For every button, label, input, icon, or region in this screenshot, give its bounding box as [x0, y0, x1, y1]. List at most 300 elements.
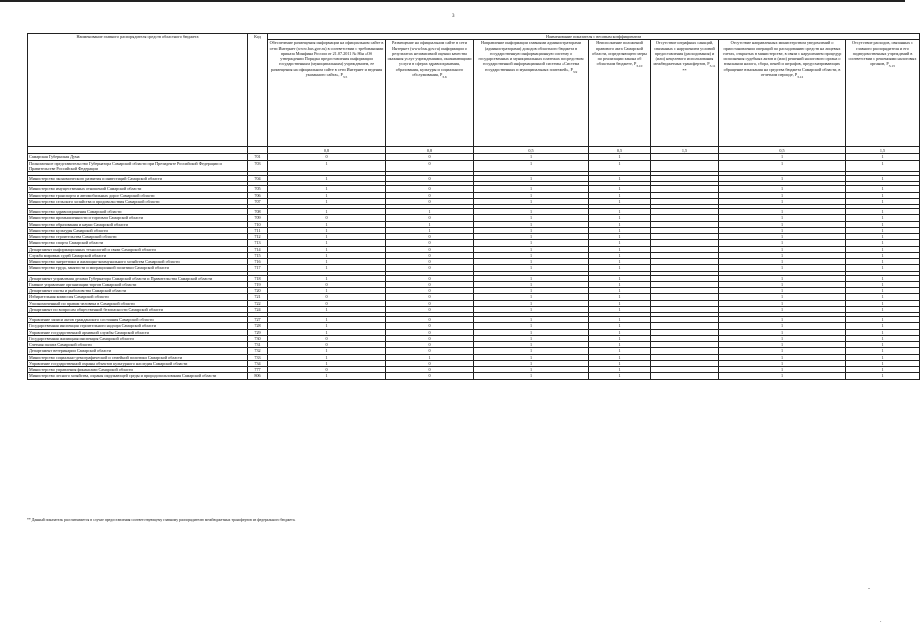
- indicator-subscript: 3.13: [888, 64, 895, 69]
- indicator-value: 1: [589, 367, 651, 373]
- indicator-value: 1: [719, 227, 846, 233]
- indicator-value: 0: [268, 367, 386, 373]
- indicator-value: 1: [589, 306, 651, 312]
- indicator-value: 1: [474, 317, 589, 323]
- coef-spacer-name: [28, 147, 248, 154]
- organization-code: 732: [248, 348, 268, 354]
- organization-code: 777: [248, 367, 268, 373]
- indicators-table: [27, 33, 920, 380]
- organization-name: Министерство транспорта и автомобильных дорог Самарской области: [28, 192, 248, 198]
- indicator-value: 1: [589, 246, 651, 252]
- scan-border: [0, 0, 905, 2]
- indicator-value: 1: [719, 252, 846, 258]
- indicator-value: 1: [474, 275, 589, 281]
- indicator-value: 1: [474, 348, 589, 354]
- table-row: [28, 160, 920, 172]
- indicator-value: 1: [589, 335, 651, 341]
- indicator-value: 1: [589, 288, 651, 294]
- indicator-value: 0: [386, 234, 474, 240]
- indicator-value: [651, 373, 719, 379]
- organization-name: Департамент информационных технологий и связи Самарской области: [28, 246, 248, 252]
- indicator-value: 1: [386, 227, 474, 233]
- organization-name: Министерство здравоохранения Самарской области: [28, 209, 248, 215]
- indicator-value: 1: [589, 240, 651, 246]
- organization-name: Департамент по вопросам общественной безопасности Самарской области: [28, 306, 248, 312]
- indicator-value: 1: [846, 234, 920, 240]
- indicator-value: 0: [386, 294, 474, 300]
- indicator-value: 1: [268, 240, 386, 246]
- indicator-value: 1: [386, 221, 474, 227]
- indicator-value: 1: [474, 360, 589, 366]
- indicator-value: 1: [846, 348, 920, 354]
- organization-code: 719: [248, 281, 268, 287]
- indicator-value: 1: [589, 160, 651, 172]
- indicator-value: 1: [474, 323, 589, 329]
- organization-code: 712: [248, 234, 268, 240]
- indicator-value: 1: [268, 323, 386, 329]
- indicator-value: 1: [846, 246, 920, 252]
- indicator-value: 0: [268, 294, 386, 300]
- indicator-value: 1: [846, 265, 920, 271]
- indicator-value: 1: [719, 335, 846, 341]
- indicator-value: 1: [719, 300, 846, 306]
- organization-name: Министерство промышленности и торговли Самарской области: [28, 215, 248, 221]
- indicator-value: 1: [268, 160, 386, 172]
- indicator-value: 1: [589, 354, 651, 360]
- indicator-value: 1: [846, 240, 920, 246]
- indicator-value: 1: [474, 240, 589, 246]
- indicator-value: 1: [268, 176, 386, 182]
- indicator-coefficient: 0,8: [386, 147, 474, 154]
- indicator-value: 1: [719, 342, 846, 348]
- organization-code: 734: [248, 360, 268, 366]
- organization-code: 711: [248, 227, 268, 233]
- indicator-subscript: 3.12: [797, 74, 804, 79]
- footnote: ** Данный показатель рассчитывается в случае предоставления соответствующему главному распорядителю межбюджетных трансфертов из федерального бюджета.: [27, 518, 296, 522]
- organization-name: Министерство спорта Самарской области: [28, 240, 248, 246]
- indicator-value: 1: [719, 160, 846, 172]
- indicator-value: 1: [846, 160, 920, 172]
- indicator-value: 0: [268, 215, 386, 221]
- organization-name: Полномочное представительство Губернатора Самарской области при Президенте Российской Федерации и Правительстве Российской Федерации: [28, 160, 248, 172]
- organization-code: 707: [248, 198, 268, 204]
- organization-code: 714: [248, 246, 268, 252]
- organization-name: Департамент ветеринарии Самарской области: [28, 348, 248, 354]
- organization-name: Министерство труда, занятости и миграционной политики Самарской области: [28, 265, 248, 271]
- organization-code: 729: [248, 329, 268, 335]
- indicator-header: [474, 40, 589, 147]
- indicator-value: 1: [268, 209, 386, 215]
- indicator-value: 1: [474, 300, 589, 306]
- indicator-value: 1: [474, 221, 589, 227]
- indicator-value: 1: [589, 329, 651, 335]
- organization-name: Самарская Губернская Дума: [28, 154, 248, 160]
- indicator-value: 1: [846, 306, 920, 312]
- indicator-value: 1: [719, 265, 846, 271]
- indicator-value: 1: [589, 342, 651, 348]
- indicator-value: 1: [268, 221, 386, 227]
- indicator-value: 1: [474, 306, 589, 312]
- indicator-value: 1: [846, 252, 920, 258]
- organization-code: 806: [248, 373, 268, 379]
- organization-name: Государственная жилищная инспекция Самарской области: [28, 335, 248, 341]
- indicator-value: 1: [846, 373, 920, 379]
- indicator-value: 0: [268, 300, 386, 306]
- indicator-value: 1: [589, 281, 651, 287]
- indicator-value: 1: [846, 367, 920, 373]
- indicator-value: 1: [846, 317, 920, 323]
- indicator-value: 1: [474, 288, 589, 294]
- header-indicator-group: Наименование показателя с весовым коэффициентом: [268, 34, 920, 40]
- indicator-value: 1: [474, 342, 589, 348]
- organization-name: Служба мировых судей Самарской области: [28, 252, 248, 258]
- indicator-value: 1: [268, 259, 386, 265]
- indicator-header: [386, 40, 474, 147]
- indicator-value: 1: [719, 209, 846, 215]
- indicator-value: 1: [846, 281, 920, 287]
- indicator-value: 1: [719, 360, 846, 366]
- indicator-value: 0: [386, 281, 474, 287]
- indicator-value: 1: [268, 306, 386, 312]
- indicator-value: 1: [719, 306, 846, 312]
- indicator-value: 1: [474, 335, 589, 341]
- indicator-value: 1: [719, 373, 846, 379]
- indicator-value: 1: [846, 323, 920, 329]
- indicator-value: 1: [474, 259, 589, 265]
- indicator-value: 1: [846, 329, 920, 335]
- indicator-value: 0: [386, 246, 474, 252]
- organization-code: 720: [248, 288, 268, 294]
- indicator-value: 1: [846, 335, 920, 341]
- indicator-value: 1: [268, 234, 386, 240]
- indicator-value: 1: [268, 227, 386, 233]
- indicator-value: 1: [846, 209, 920, 215]
- indicator-value: 0: [386, 342, 474, 348]
- organization-name: Министерство энергетики и жилищно-коммунального хозяйства Самарской области: [28, 259, 248, 265]
- organization-code: 701: [248, 154, 268, 160]
- indicator-coefficient: 0,5: [589, 147, 651, 154]
- indicator-value: 1: [268, 186, 386, 192]
- indicator-value: 1: [268, 198, 386, 204]
- indicator-value: 1: [846, 360, 920, 366]
- organization-code: 709: [248, 215, 268, 221]
- indicator-value: 1: [589, 360, 651, 366]
- organization-name: Министерство имущественных отношений Самарской области: [28, 186, 248, 192]
- indicator-value: 1: [474, 192, 589, 198]
- indicator-value: 1: [589, 348, 651, 354]
- organization-code: 715: [248, 252, 268, 258]
- indicator-value: 1: [474, 373, 589, 379]
- scan-mark: -: [868, 586, 870, 592]
- indicator-value: 0: [386, 288, 474, 294]
- indicator-value: 1: [589, 252, 651, 258]
- indicator-value: 0: [386, 259, 474, 265]
- indicator-value: 1: [474, 294, 589, 300]
- organization-name: Министерство культуры Самарской области: [28, 227, 248, 233]
- organization-name: Министерство социально-демографической и семейной политики Самарской области: [28, 354, 248, 360]
- indicator-value: 0: [268, 342, 386, 348]
- coef-spacer-code: [248, 147, 268, 154]
- indicator-value: 1: [268, 192, 386, 198]
- indicator-value: 1: [846, 300, 920, 306]
- organization-name: Министерство сельского хозяйства и продовольствия Самарской области: [28, 198, 248, 204]
- indicator-value: 0: [386, 192, 474, 198]
- indicator-value: 1: [589, 227, 651, 233]
- indicator-value: 1: [719, 246, 846, 252]
- indicator-value: 1: [846, 176, 920, 182]
- organization-code: 724: [248, 306, 268, 312]
- indicator-value: 0: [386, 198, 474, 204]
- indicator-value: 1: [474, 265, 589, 271]
- indicator-value: 1: [719, 198, 846, 204]
- indicator-value: 1: [589, 209, 651, 215]
- indicator-text: Отсутствие штрафных санкций, связанных с нарушением условий предоставления (расходования) и (или) нецелевого использования межбюджетных трансфертов, P: [653, 40, 715, 67]
- indicator-value: 0: [386, 300, 474, 306]
- indicator-value: 0: [386, 160, 474, 172]
- indicator-value: 1: [268, 265, 386, 271]
- organization-name: Управление государственной охраны объектов культурного наследия Самарской области: [28, 360, 248, 366]
- organization-name: Управление государственной архивной службы Самарской области: [28, 329, 248, 335]
- indicator-value: 1: [719, 329, 846, 335]
- indicator-value: 1: [589, 300, 651, 306]
- indicator-value: 1: [474, 209, 589, 215]
- indicator-value: 1: [268, 246, 386, 252]
- organization-name: Избирательная комиссия Самарской области: [28, 294, 248, 300]
- indicator-value: 1: [474, 176, 589, 182]
- indicator-value: 0: [386, 306, 474, 312]
- indicator-value: 1: [589, 259, 651, 265]
- page-number: 3: [452, 14, 455, 19]
- indicator-value: 1: [719, 354, 846, 360]
- indicator-value: 1: [719, 275, 846, 281]
- indicator-value: 1: [589, 198, 651, 204]
- indicator-value: 1: [846, 192, 920, 198]
- indicator-value: 0: [386, 348, 474, 354]
- indicator-header: [268, 40, 386, 147]
- indicator-value: 1: [268, 354, 386, 360]
- indicator-value: 1: [474, 154, 589, 160]
- scan-mark: .: [880, 618, 882, 624]
- indicator-value: 0: [386, 176, 474, 182]
- organization-name: Главное управление организации торгов Самарской области: [28, 281, 248, 287]
- indicator-coefficient: 1,5: [846, 147, 920, 154]
- indicator-value: 1: [719, 348, 846, 354]
- indicator-value: 1: [268, 288, 386, 294]
- indicator-value: 0: [386, 360, 474, 366]
- indicator-text: Размещение на официальном сайте в сети Интернет (www.bus.gov.ru) информации о результатах независимой оценки качества оказания услуг учреждениями, оказывающими услуги в сферах здравоохранения, образования, культуры и социального обслуживания, P: [387, 40, 472, 77]
- indicator-value: 1: [268, 252, 386, 258]
- indicator-value: 1: [474, 186, 589, 192]
- indicator-value: 1: [846, 342, 920, 348]
- indicator-value: 1: [719, 281, 846, 287]
- indicator-value: [651, 160, 719, 172]
- indicator-value: 1: [846, 275, 920, 281]
- indicator-coefficient: 1,5: [651, 147, 719, 154]
- indicator-value: 1: [719, 176, 846, 182]
- indicator-subscript: 3.10: [636, 64, 643, 69]
- organization-code: 713: [248, 240, 268, 246]
- indicator-value: 1: [589, 154, 651, 160]
- organization-name: Государственная инспекция строительного надзора Самарской области: [28, 323, 248, 329]
- indicator-value: 1: [386, 354, 474, 360]
- organization-code: 722: [248, 300, 268, 306]
- indicator-value: 1: [386, 209, 474, 215]
- organization-code: 727: [248, 317, 268, 323]
- organization-code: 708: [248, 209, 268, 215]
- indicator-subscript: 3.5: [342, 74, 348, 79]
- indicator-value: 1: [474, 354, 589, 360]
- indicator-value: 1: [474, 246, 589, 252]
- indicator-value: 0: [268, 281, 386, 287]
- organization-code: 705: [248, 186, 268, 192]
- indicator-value: 1: [846, 259, 920, 265]
- indicator-value: 1: [474, 329, 589, 335]
- indicator-text: Неисполнение положений правового акта Самарской области, определяющего меры по реализации закона об областном бюджете, P: [592, 40, 647, 67]
- indicator-header: [846, 40, 920, 147]
- organization-code: 704: [248, 176, 268, 182]
- indicator-value: 0: [386, 240, 474, 246]
- indicator-value: 0: [386, 373, 474, 379]
- indicator-value: 0: [386, 367, 474, 373]
- indicator-text: Обеспечение размещения информации на официальном сайте в сети Интернет (www.bus.gov.ru) в соответствии с требованиями приказа Минфина России от 21.07.2011 № 86н «Об утверждении Порядка предоставления информации государственным (муниципальным) учреждением, ее размещения на официальном сайте в сети Интернет и ведения указанного сайта», P: [269, 40, 384, 77]
- indicator-value: 1: [268, 360, 386, 366]
- indicator-value: 1: [719, 186, 846, 192]
- organization-name: Министерство строительства Самарской области: [28, 234, 248, 240]
- indicator-value: 1: [719, 192, 846, 198]
- indicator-value: 1: [846, 215, 920, 221]
- indicator-value: 1: [268, 329, 386, 335]
- organization-code: 716: [248, 259, 268, 265]
- organization-code: 703: [248, 160, 268, 172]
- indicator-value: 1: [846, 221, 920, 227]
- organization-name: Счетная палата Самарской области: [28, 342, 248, 348]
- indicator-coefficient: 0,8: [268, 147, 386, 154]
- indicator-value: 0: [386, 215, 474, 221]
- indicator-value: 1: [268, 348, 386, 354]
- indicator-value: 1: [846, 288, 920, 294]
- indicator-value: 1: [846, 354, 920, 360]
- indicator-header: [589, 40, 651, 147]
- indicator-value: 1: [474, 367, 589, 373]
- indicator-value: 1: [589, 215, 651, 221]
- indicator-value: 1: [474, 160, 589, 172]
- indicator-value: 1: [589, 275, 651, 281]
- indicator-value: 1: [589, 317, 651, 323]
- indicator-value: 1: [474, 215, 589, 221]
- organization-name: Министерство лесного хозяйства, охраны окружающей среды и природопользования Самарской области: [28, 373, 248, 379]
- indicator-value: 1: [719, 154, 846, 160]
- organization-name: Уполномоченный по правам человека в Самарской области: [28, 300, 248, 306]
- indicator-text: Отсутствие расходов, связанных с главного распорядителя и его подведомственных учреждений в соответствии с решениями налоговых органов, P: [848, 40, 917, 67]
- indicator-value: 1: [474, 281, 589, 287]
- indicator-value: 1: [474, 227, 589, 233]
- indicator-value: 0: [386, 265, 474, 271]
- indicator-value: 1: [268, 373, 386, 379]
- organization-name: Департамент управления делами Губернатора Самарской области и Правительства Самарской области: [28, 275, 248, 281]
- indicator-coefficient: 0,5: [719, 147, 846, 154]
- indicator-value: 1: [589, 373, 651, 379]
- indicator-header: [719, 40, 846, 147]
- indicator-value: 1: [719, 221, 846, 227]
- organization-name: Министерство образования и науки Самарской области: [28, 221, 248, 227]
- table-row: [28, 373, 920, 379]
- indicator-value: 1: [474, 252, 589, 258]
- indicator-value: 0: [268, 154, 386, 160]
- indicator-coefficient: 0,5: [474, 147, 589, 154]
- header-name-column: Наименование главного распорядителя средств областного бюджета: [28, 34, 248, 147]
- indicator-value: 1: [719, 323, 846, 329]
- organization-code: 721: [248, 294, 268, 300]
- organization-code: 706: [248, 192, 268, 198]
- indicator-value: 0: [386, 335, 474, 341]
- indicator-value: 1: [719, 215, 846, 221]
- header-code-column: Код: [248, 34, 268, 147]
- indicator-value: 1: [846, 186, 920, 192]
- indicator-value: 1: [846, 154, 920, 160]
- indicator-value: 0: [386, 252, 474, 258]
- organization-name: Департамент охоты и рыболовства Самарской области: [28, 288, 248, 294]
- organization-code: 710: [248, 221, 268, 227]
- indicator-value: 1: [719, 367, 846, 373]
- indicator-value: 1: [719, 317, 846, 323]
- indicator-value: 1: [589, 265, 651, 271]
- indicator-subscript: 3.6: [442, 74, 447, 79]
- indicator-value: 1: [474, 234, 589, 240]
- indicator-value: 0: [268, 335, 386, 341]
- indicator-value: 1: [474, 198, 589, 204]
- organization-code: 733: [248, 354, 268, 360]
- indicator-value: 1: [719, 288, 846, 294]
- indicator-value: 1: [589, 176, 651, 182]
- organization-name: Министерство экономического развития и инвестиций Самарской области: [28, 176, 248, 182]
- indicator-value: 1: [589, 192, 651, 198]
- indicator-value: 1: [589, 294, 651, 300]
- organization-code: 718: [248, 275, 268, 281]
- indicator-value: 1: [719, 234, 846, 240]
- indicator-value: 1: [846, 198, 920, 204]
- organization-code: 730: [248, 335, 268, 341]
- indicator-header: [651, 40, 719, 147]
- organization-code: 717: [248, 265, 268, 271]
- indicator-value: 0: [386, 323, 474, 329]
- indicator-value: 0: [386, 317, 474, 323]
- indicator-value: 1: [719, 240, 846, 246]
- indicator-subscript: 3.9: [572, 69, 578, 74]
- indicator-value: 0: [386, 329, 474, 335]
- indicator-value: 1: [589, 221, 651, 227]
- indicator-value: 1: [589, 323, 651, 329]
- indicator-value: 1: [719, 294, 846, 300]
- indicator-value: 1: [846, 227, 920, 233]
- indicator-text: Отсутствие направленных министерством уведомлений о приостановлении операций по расходованию средств на лицевых счетах, открытых в министерстве, в связи с нарушением процедур исполнения судебных актов и (или) решений налогового органа о взыскании налога, сбора, пеней и штрафов, предусматривающих обращение взыскания на средства бюджета Самарской области, в отчетном периоде, P: [722, 40, 842, 77]
- indicator-value: 1: [268, 317, 386, 323]
- indicator-value: 0: [386, 186, 474, 192]
- indicator-subscript: 3.11: [709, 64, 716, 69]
- organization-name: Управление записи актов гражданского состояния Самарской области: [28, 317, 248, 323]
- organization-code: 728: [248, 323, 268, 329]
- indicator-value: 0: [386, 154, 474, 160]
- indicator-value: 1: [846, 294, 920, 300]
- indicator-value: 1: [719, 259, 846, 265]
- indicator-text: Направление информации главными администраторами (администраторами) доходов областного бюджета в государственную информационную систему о государственных и муниципальных платежах посредством государственной информационной системы «Система государственных и муниципальных платежей», P: [478, 40, 584, 72]
- indicator-footnote-mark: **: [682, 68, 687, 74]
- indicator-value: 0: [386, 275, 474, 281]
- indicator-value: 1: [268, 275, 386, 281]
- organization-code: 731: [248, 342, 268, 348]
- indicator-value: 1: [589, 234, 651, 240]
- organization-name: Министерство управления финансами Самарской области: [28, 367, 248, 373]
- indicator-value: 1: [589, 186, 651, 192]
